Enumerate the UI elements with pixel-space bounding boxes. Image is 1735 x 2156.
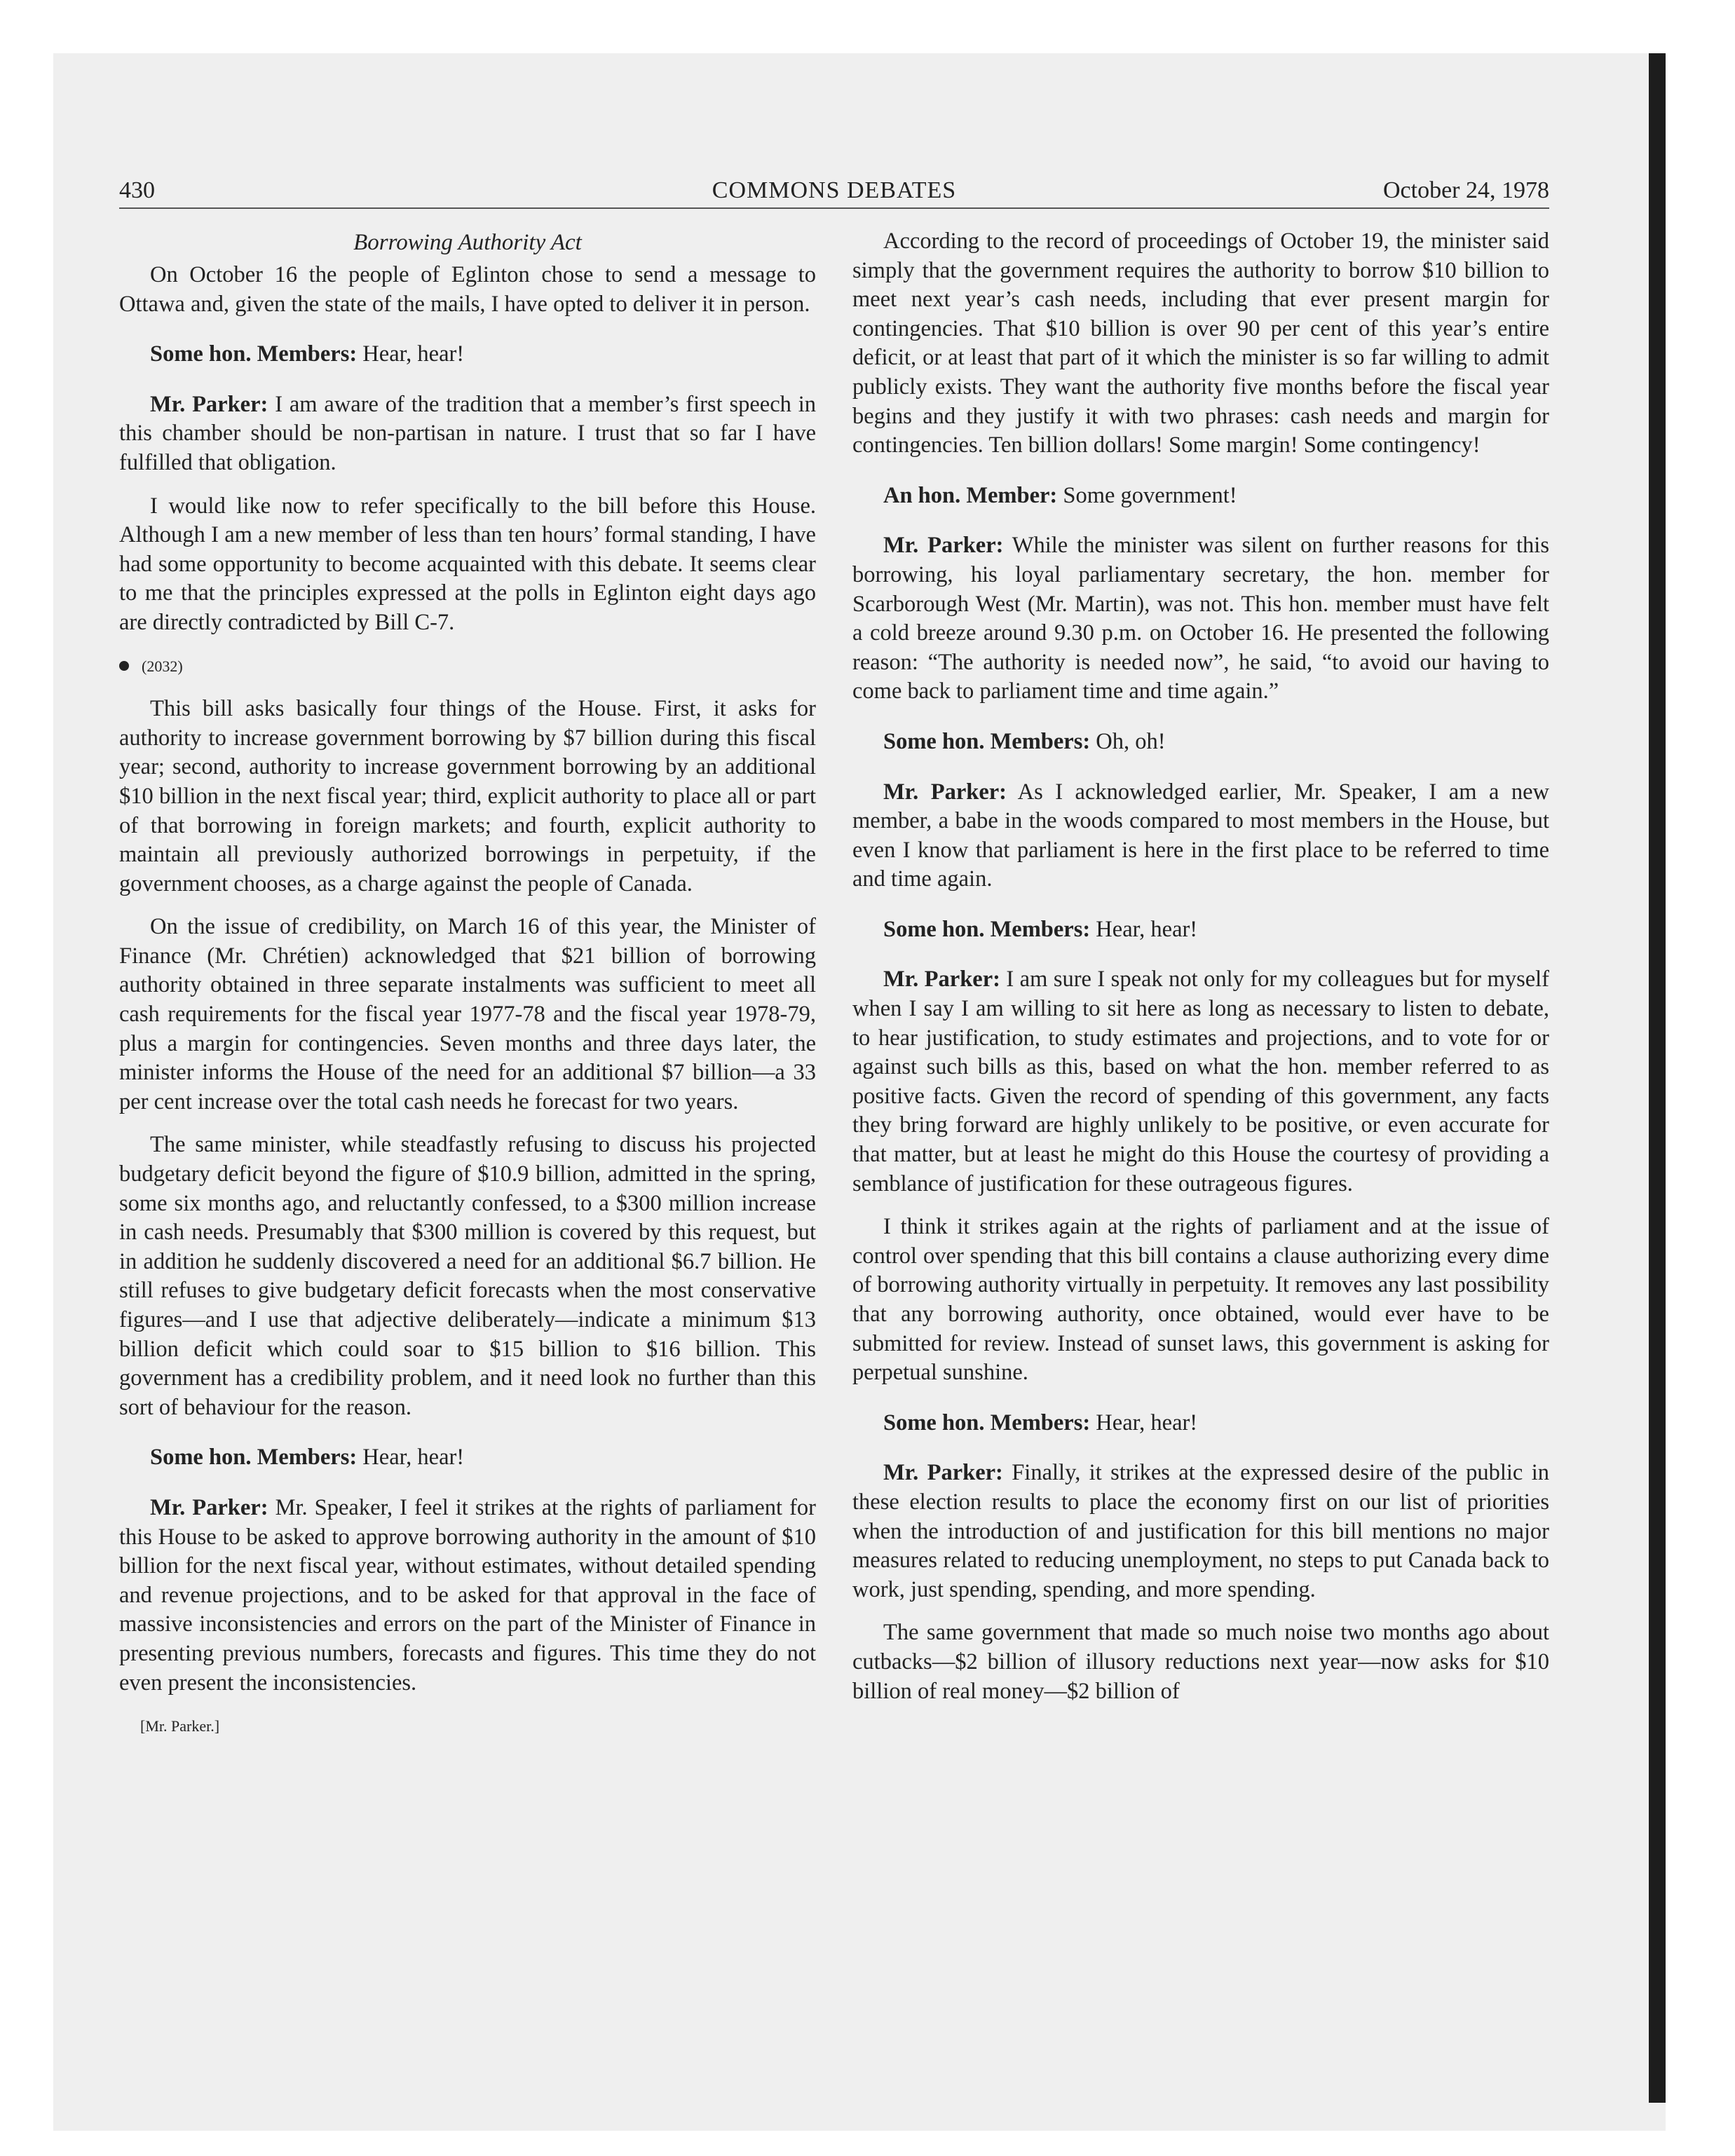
speaker-name: Some hon. Members: [883, 728, 1091, 754]
section-heading: Borrowing Authority Act [353, 230, 582, 255]
interjection-text: Hear, hear! [357, 1445, 465, 1471]
speaker-name: Mr. Parker: [883, 1460, 1003, 1486]
speaker-name: Some hon. Members: [150, 341, 358, 367]
interjection [852, 1409, 1549, 1438]
issue-date: October 24, 1978 [1382, 177, 1549, 203]
paragraph: On October 16 the people of Eglinton chose to send a message to Ottawa and, given the state of the mails, I have opted to deliver it in person. [119, 262, 816, 317]
interjection-text: Some government! [1057, 482, 1237, 508]
bullet-icon [119, 661, 129, 671]
paragraph: On the issue of credibility, on March 16 of this year, the Minister of Finance (Mr. Chrétien) acknowledged that $21 billion of borrowing authority obtained in three separate instalments was sufficient to meet all cash requirements for the fiscal year 1977-78 and the fiscal year 1978-79, plus a margin for contingencies. Seven months and three days later, the minister informs the House of the need for an additional $7 billion—a 33 per cent increase over the total cash needs he forecast for two years. [119, 914, 816, 1114]
right-column [852, 227, 1549, 1720]
paragraph: According to the record of proceedings of October 19, the minister said simply that the government requires the authority to borrow $10 billion to meet next year’s cash needs, including that ever present margin for contingencies. That $10 billion is over 90 per cent of this year’s entire deficit, or at least that part of it which the minister is so far willing to admit publicly exists. They want the authority five months before the fiscal year begins and they justify it with two phrases: cash needs and margin for contingencies. Ten billion dollars! Some margin! Some contingency! [852, 228, 1549, 458]
interjection [852, 728, 1549, 757]
speech-paragraph [119, 1494, 816, 1698]
speaker-name: Mr. Parker: [883, 967, 1000, 992]
speaker-name: Some hon. Members: [883, 1410, 1091, 1435]
interjection [852, 482, 1549, 511]
speech-paragraph [852, 778, 1549, 894]
time-marker-label: (2032) [142, 657, 183, 675]
speech-paragraph [852, 1459, 1549, 1604]
speaker-name: Some hon. Members: [150, 1445, 358, 1471]
speech-paragraph [852, 531, 1549, 707]
speech-text: I am aware of the tradition that a member’s first speech in this chamber should be non-partisan in nature. I trust that so far I have fulfilled that obligation. [119, 391, 816, 475]
speaker-name: Mr. Parker: [883, 779, 1007, 805]
speech-text: While the minister was silent on further reasons for this borrowing, his loyal parliamentary secretary, the hon. member for Scarborough West (Mr. Martin), was not. This hon. member must have felt a cold breeze around 9.30 p.m. on October 16. He presented the following reason: “The authority is needed now”, he said, “to avoid our having to come back to parliament time and time again.” [852, 533, 1549, 704]
running-header [119, 172, 1549, 209]
paragraph: The same minister, while steadfastly refusing to discuss his projected budgetary deficit beyond the figure of $10.9 billion, admitted in the spring, some six months ago, and reluctantly confessed, to a $300 million increase in cash needs. Presumably that $300 million is covered by this request, but in addition he suddenly discovered a need for an additional $6.7 billion. He still refuses to give budgetary deficit forecasts when the most conservative figures—and I use that adjective deliberately—indicate a minimum $13 billion deficit which could soar to $15 billion to $16 billion. This government has a credibility problem, and it need look no further than this sort of behaviour for the reason. [119, 1132, 816, 1420]
interjection-text: Hear, hear! [357, 341, 465, 367]
speaker-attribution: [Mr. Parker.] [140, 1717, 220, 1735]
speech-text: As I acknowledged earlier, Mr. Speaker, I am a new member, a babe in the woods compared to most members in the House, but even I know that parliament is here in the first place to be referred to time and time again. [852, 779, 1549, 892]
speech-text: Mr. Speaker, I feel it strikes at the rights of parliament for this House to be asked to approve borrowing authority in the amount of $10 billion for the next fiscal year, without estimates, without detailed spending and revenue projections, and to be asked for that approval in the face of massive inconsistencies and errors on the part of the Minister of Finance in presenting previous numbers, forecasts and figures. This time they do not even present the inconsistencies. [119, 1494, 816, 1696]
publication-title: COMMONS DEBATES [712, 177, 957, 203]
speech-text: I am sure I speak not only for my colleagues but for myself when I say I am willing to sit here as long as necessary to listen to debate, to hear justification, to study estimates and projections, and to vote for or against such bills as this, based on what the hon. member referred to as positive facts. Given the record of spending of this government, any facts they bring forward are highly unlikely to be positive, or even accurate for that matter, but at least he might do this House the courtesy of providing a semblance of justification for these outrageous figures. [852, 967, 1549, 1196]
interjection [852, 915, 1549, 945]
interjection-text: Oh, oh! [1090, 728, 1166, 754]
speech-paragraph [852, 965, 1549, 1199]
speaker-name: Mr. Parker: [883, 533, 1004, 559]
paragraph: This bill asks basically four things of the House. First, it asks for authority to increase government borrowing by $7 billion during this fiscal year; second, authority to increase government borrowing by an additional $10 billion in the next fiscal year; third, explicit authority to place all or part of that borrowing in foreign markets; and fourth, explicit authority to maintain all previously authorized borrowings in perpetuity, if the government chooses, as a charge against the people of Canada. [119, 696, 816, 896]
speaker-name: An hon. Member: [883, 482, 1058, 508]
speech-paragraph [119, 390, 816, 478]
time-marker [119, 652, 816, 681]
speech-text: Finally, it strikes at the expressed desire of the public in these election results to place the economy first on our list of priorities when the introduction of and justification for this bill mentions no major measures related to reducing unemployment, no steps to put Canada back to work, just spending, spending, and more spending. [852, 1460, 1549, 1602]
paragraph: I think it strikes again at the rights of parliament and at the issue of control over spending that this bill contains a clause authorizing every dime of borrowing authority virtually in perpetuity. It removes any last possibility that any borrowing authority, once obtained, would ever have to be submitted for review. Instead of sunset laws, this government is asking for perpetual sunshine. [852, 1214, 1549, 1386]
interjection [119, 1443, 816, 1473]
page-number: 430 [119, 177, 155, 203]
speaker-name: Mr. Parker: [150, 1494, 268, 1520]
scan-edge-shadow [1649, 53, 1666, 2103]
interjection-text: Hear, hear! [1090, 1410, 1198, 1435]
left-column [119, 227, 816, 1741]
paragraph: The same government that made so much noise two months ago about cutbacks—$2 billion of illusory reductions next year—now asks for $10 billion of real money—$2 billion of [852, 1620, 1549, 1704]
interjection-text: Hear, hear! [1090, 916, 1198, 942]
paragraph: I would like now to refer specifically to the bill before this House. Although I am a new member of less than ten hours’ formal standing, I have had some opportunity to become acquainted with this debate. It seems clear to me that the principles expressed at the polls in Eglinton eight days ago are directly contradicted by Bill C-7. [119, 493, 816, 635]
interjection [119, 340, 816, 369]
speaker-name: Mr. Parker: [150, 391, 268, 417]
speaker-name: Some hon. Members: [883, 916, 1091, 942]
